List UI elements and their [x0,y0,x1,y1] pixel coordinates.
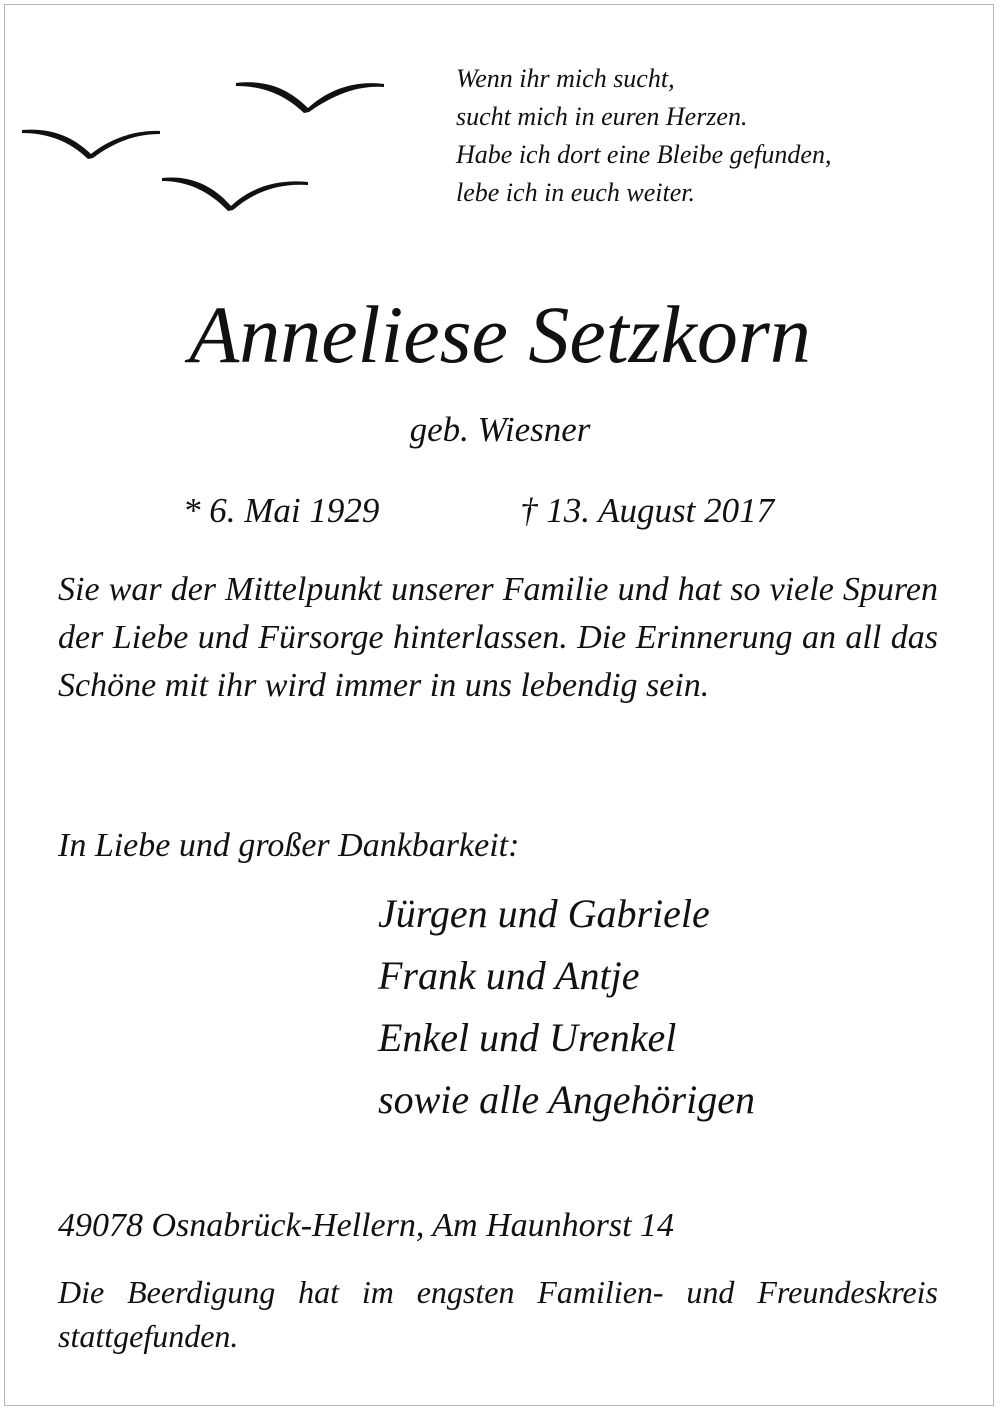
poem-line: Habe ich dort eine Bleibe gefunden, [456,140,832,169]
bird-icon [236,82,384,113]
mourner-entry: Jürgen und Gabriele [378,891,710,936]
funeral-note: Die Beerdigung hat im engsten Familien- und Freundeskreis stattgefunden. [58,1274,938,1354]
deceased-name: Anneliese Setzkorn [189,289,811,380]
bird-icon [22,130,160,159]
mourner-entry: Enkel und Urenkel [378,1015,677,1060]
thanks-line: In Liebe und großer Dankbarkeit: [58,827,520,864]
flying-birds-icon [18,70,388,215]
mourner-entry: sowie alle Angehörigen [378,1077,755,1122]
mourners-list [378,883,755,1131]
poem [456,60,831,212]
bird-icon [162,177,308,211]
mourner-entry: Frank und Antje [378,953,640,998]
tribute-text: Sie war der Mittelpunkt unserer Familie und hat so viele Spuren der Liebe und Fürsorge hinterlassen. Die Erinnerung an all das Schöne mit ihr wird immer in uns lebendig sein. [58,571,938,704]
family-address: 49078 Osnabrück-Hellern, Am Haunhorst 14 [58,1207,675,1244]
poem-line: sucht mich in euren Herzen. [456,102,748,131]
poem-line: lebe ich in euch weiter. [456,178,695,207]
birth-date: * 6. Mai 1929 [183,491,380,530]
maiden-name: geb. Wiesner [409,410,591,449]
death-date: † 13. August 2017 [520,491,775,530]
poem-line: Wenn ihr mich sucht, [456,64,675,93]
